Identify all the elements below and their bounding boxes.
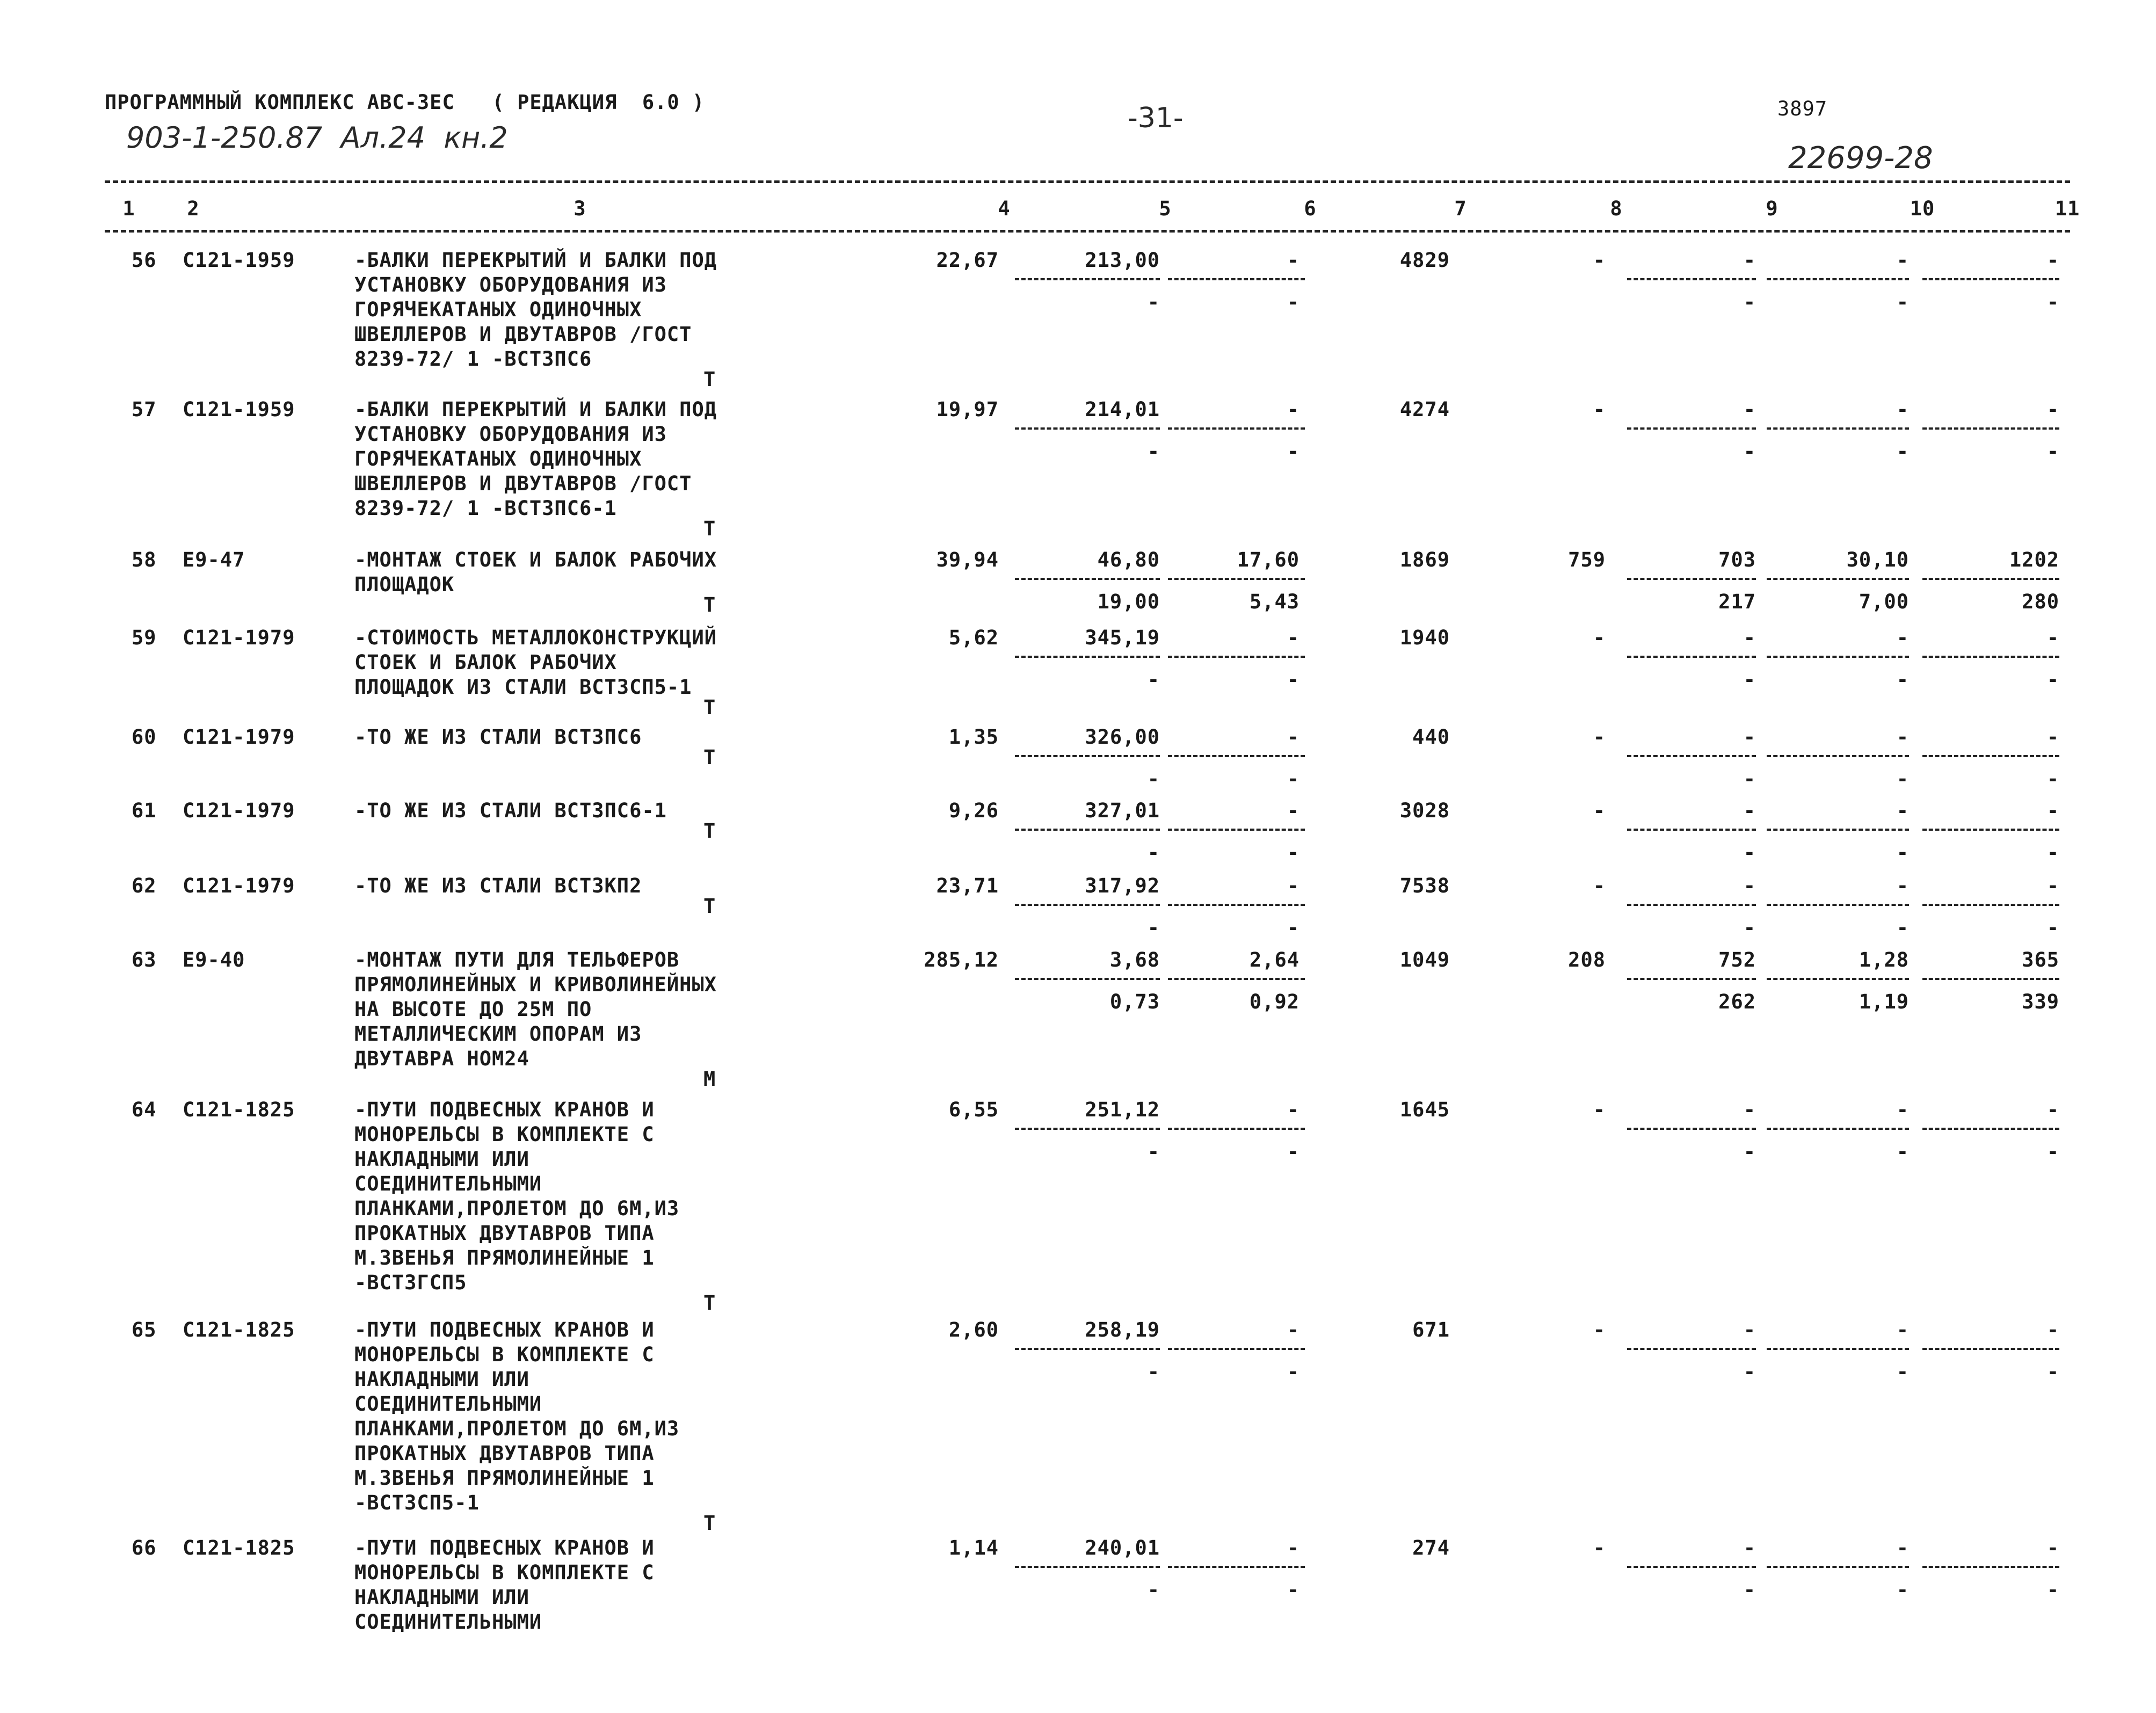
column-header-9: 9 xyxy=(1766,197,1778,220)
cell-c6: - xyxy=(1287,874,1300,897)
cell-c6b: - xyxy=(1287,1360,1300,1383)
cell-c7: 1940 xyxy=(1399,626,1450,649)
column-header-7: 7 xyxy=(1454,197,1467,220)
column-header-1: 1 xyxy=(122,197,135,220)
cell-c7: 1869 xyxy=(1399,548,1450,571)
cell-c5b: - xyxy=(1147,841,1160,864)
row-code: С121-1979 xyxy=(183,725,295,749)
cell-separator-c9 xyxy=(1627,1566,1756,1568)
cell-separator-c11 xyxy=(1922,829,2059,831)
row-number: 60 xyxy=(132,725,157,749)
project-code-handwritten: 903-1-250.87 Ал.24 кн.2 xyxy=(126,121,508,155)
cell-separator-c11 xyxy=(1922,578,2059,580)
cell-c5b: - xyxy=(1147,291,1160,314)
cell-separator-c5 xyxy=(1015,578,1160,580)
cell-c10: 1,28 xyxy=(1859,948,1909,971)
cell-c11b: - xyxy=(2046,767,2059,790)
cell-c6: - xyxy=(1287,799,1300,822)
row-description-line: -ВСТ3СП5-1 xyxy=(354,1491,480,1514)
row-description-line: ПРОКАТНЫХ ДВУТАВРОВ ТИПА xyxy=(354,1222,655,1245)
row-code: С121-1825 xyxy=(183,1536,295,1559)
cell-c4: 23,71 xyxy=(936,874,999,897)
cell-c11: - xyxy=(2046,874,2059,897)
cell-separator-c11 xyxy=(1922,427,2059,430)
cell-c11: 365 xyxy=(2022,948,2059,971)
cell-c6: - xyxy=(1287,725,1300,749)
cell-c5: 317,92 xyxy=(1085,874,1160,897)
row-code: С121-1979 xyxy=(183,799,295,822)
cell-c5b: - xyxy=(1147,440,1160,463)
cell-c11b: - xyxy=(2046,1360,2059,1383)
row-description-line: СОЕДИНИТЕЛЬНЫМИ xyxy=(354,1172,542,1195)
row-number: 65 xyxy=(132,1318,157,1341)
row-description-line: 8239-72/ 1 -ВСТ3ПС6-1 xyxy=(354,497,617,520)
cell-separator-c6 xyxy=(1168,1348,1305,1350)
cell-separator-c6 xyxy=(1168,904,1305,906)
cell-c9b: - xyxy=(1743,1578,1756,1601)
cell-c7: 1049 xyxy=(1399,948,1450,971)
cell-c6b: - xyxy=(1287,841,1300,864)
row-code: С121-1979 xyxy=(183,874,295,897)
cell-c9b: - xyxy=(1743,1360,1756,1383)
cell-c8: - xyxy=(1593,1318,1606,1341)
row-description-line: МОНОРЕЛЬСЫ В КОМПЛЕКТЕ С xyxy=(354,1123,655,1146)
cell-c9b: - xyxy=(1743,767,1756,790)
cell-c8: 208 xyxy=(1568,948,1606,971)
row-description-line: 8239-72/ 1 -ВСТ3ПС6 xyxy=(354,347,592,371)
row-description-line: ПЛАНКАМИ,ПРОЛЕТОМ ДО 6М,ИЗ xyxy=(354,1197,680,1220)
cell-c7: 4829 xyxy=(1399,249,1450,272)
cell-separator-c6 xyxy=(1168,978,1305,980)
cell-c10: - xyxy=(1896,725,1909,749)
cell-separator-c9 xyxy=(1627,278,1756,280)
cell-c11b: 280 xyxy=(2022,590,2059,613)
row-description-line: НАКЛАДНЫМИ ИЛИ xyxy=(354,1148,529,1171)
row-description-line: ГОРЯЧЕКАТАНЫХ ОДИНОЧНЫХ xyxy=(354,447,642,470)
cell-separator-c6 xyxy=(1168,427,1305,430)
row-description-line: -ТО ЖЕ ИЗ СТАЛИ ВСТ3ПС6-1 xyxy=(354,799,667,822)
cell-c9: - xyxy=(1743,725,1756,749)
cell-c11: - xyxy=(2046,1536,2059,1559)
cell-c9b: - xyxy=(1743,841,1756,864)
cell-separator-c9 xyxy=(1627,978,1756,980)
program-title: ПРОГРАММНЫЙ КОМПЛЕКС АВС-3ЕС ( РЕДАКЦИЯ 6.0 ) xyxy=(105,91,705,114)
cell-c7: 3028 xyxy=(1399,799,1450,822)
cell-c5: 213,00 xyxy=(1085,249,1160,272)
row-number: 64 xyxy=(132,1098,157,1121)
cell-c9: - xyxy=(1743,799,1756,822)
row-number: 66 xyxy=(132,1536,157,1559)
cell-c11b: - xyxy=(2046,916,2059,939)
cell-c11b: - xyxy=(2046,1578,2059,1601)
cell-c11b: - xyxy=(2046,668,2059,691)
cell-c6: 2,64 xyxy=(1249,948,1300,971)
row-unit: Т xyxy=(703,1512,716,1535)
cell-c5b: 0,73 xyxy=(1109,990,1160,1013)
cell-c9: 703 xyxy=(1718,548,1756,571)
cell-c11b: - xyxy=(2046,440,2059,463)
cell-c5b: - xyxy=(1147,916,1160,939)
row-description-line: ПРОКАТНЫХ ДВУТАВРОВ ТИПА xyxy=(354,1442,655,1465)
row-description-line: -МОНТАЖ СТОЕК И БАЛОК РАБОЧИХ xyxy=(354,548,717,571)
cell-c5: 258,19 xyxy=(1085,1318,1160,1341)
cell-c9: - xyxy=(1743,1098,1756,1121)
cell-c6b: 0,92 xyxy=(1249,990,1300,1013)
row-unit: Т xyxy=(703,593,716,616)
cell-c6: - xyxy=(1287,1318,1300,1341)
cell-separator-c10 xyxy=(1767,656,1909,658)
cell-separator-c5 xyxy=(1015,755,1160,757)
cell-c8: - xyxy=(1593,725,1606,749)
cell-c5: 345,19 xyxy=(1085,626,1160,649)
page-number: -31- xyxy=(1128,102,1184,134)
row-description-line: ГОРЯЧЕКАТАНЫХ ОДИНОЧНЫХ xyxy=(354,298,642,321)
row-description-line: МОНОРЕЛЬСЫ В КОМПЛЕКТЕ С xyxy=(354,1561,655,1584)
cell-c10: - xyxy=(1896,1536,1909,1559)
row-description-line: ДВУТАВРА НОМ24 xyxy=(354,1047,529,1070)
cell-separator-c11 xyxy=(1922,755,2059,757)
row-description-line: ПЛОЩАДОК xyxy=(354,573,455,596)
cell-c9b: 262 xyxy=(1718,990,1756,1013)
cell-c7: 7538 xyxy=(1399,874,1450,897)
cell-separator-c9 xyxy=(1627,904,1756,906)
cell-c6b: 5,43 xyxy=(1249,590,1300,613)
cell-c7: 274 xyxy=(1412,1536,1450,1559)
cell-separator-c11 xyxy=(1922,1348,2059,1350)
sheet-code: 3897 xyxy=(1777,97,1828,120)
cell-c10b: - xyxy=(1896,1360,1909,1383)
header-rule-top xyxy=(105,180,2070,183)
cell-c4: 2,60 xyxy=(948,1318,999,1341)
row-description-line: СТОЕК И БАЛОК РАБОЧИХ xyxy=(354,651,617,674)
cell-c10: - xyxy=(1896,799,1909,822)
cell-c8: - xyxy=(1593,626,1606,649)
cell-c8: - xyxy=(1593,398,1606,421)
cell-c11: 1202 xyxy=(2009,548,2059,571)
cell-c8: - xyxy=(1593,1536,1606,1559)
cell-c4: 39,94 xyxy=(936,548,999,571)
cell-separator-c9 xyxy=(1627,578,1756,580)
cell-c10: - xyxy=(1896,626,1909,649)
header-rule-bottom xyxy=(105,230,2070,233)
cell-separator-c6 xyxy=(1168,755,1305,757)
cell-c10b: - xyxy=(1896,767,1909,790)
cell-c7: 4274 xyxy=(1399,398,1450,421)
cell-c5: 3,68 xyxy=(1109,948,1160,971)
row-description-line: НАКЛАДНЫМИ ИЛИ xyxy=(354,1586,529,1609)
cell-c5: 326,00 xyxy=(1085,725,1160,749)
column-header-8: 8 xyxy=(1610,197,1623,220)
cell-separator-c9 xyxy=(1627,1128,1756,1130)
cell-separator-c10 xyxy=(1767,755,1909,757)
cell-c7: 440 xyxy=(1412,725,1450,749)
row-description-line: СОЕДИНИТЕЛЬНЫМИ xyxy=(354,1610,542,1634)
cell-c10: - xyxy=(1896,1318,1909,1341)
cell-c6: 17,60 xyxy=(1237,548,1300,571)
cell-c5: 251,12 xyxy=(1085,1098,1160,1121)
cell-separator-c10 xyxy=(1767,1348,1909,1350)
row-description-line: МОНОРЕЛЬСЫ В КОМПЛЕКТЕ С xyxy=(354,1343,655,1366)
cell-separator-c5 xyxy=(1015,656,1160,658)
row-description-line: -БАЛКИ ПЕРЕКРЫТИЙ И БАЛКИ ПОД xyxy=(354,249,717,272)
cell-c4: 1,14 xyxy=(948,1536,999,1559)
cell-c6b: - xyxy=(1287,916,1300,939)
row-unit: Т xyxy=(703,368,716,391)
cell-c6b: - xyxy=(1287,767,1300,790)
column-header-5: 5 xyxy=(1159,197,1172,220)
cell-c4: 6,55 xyxy=(948,1098,999,1121)
cell-separator-c5 xyxy=(1015,904,1160,906)
cell-c9b: - xyxy=(1743,291,1756,314)
row-description-line: ШВЕЛЛЕРОВ И ДВУТАВРОВ /ГОСТ xyxy=(354,323,692,346)
cell-c6b: - xyxy=(1287,440,1300,463)
cell-c11b: - xyxy=(2046,291,2059,314)
row-number: 57 xyxy=(132,398,157,421)
cell-c9: - xyxy=(1743,249,1756,272)
cell-c11: - xyxy=(2046,725,2059,749)
cell-c9: - xyxy=(1743,1536,1756,1559)
row-description-line: -ПУТИ ПОДВЕСНЫХ КРАНОВ И xyxy=(354,1098,655,1121)
row-code: С121-1825 xyxy=(183,1318,295,1341)
cell-separator-c5 xyxy=(1015,278,1160,280)
cell-c10: - xyxy=(1896,398,1909,421)
cell-c6b: - xyxy=(1287,1578,1300,1601)
cell-separator-c10 xyxy=(1767,904,1909,906)
cell-c6: - xyxy=(1287,398,1300,421)
cell-separator-c10 xyxy=(1767,427,1909,430)
cell-c10b: 7,00 xyxy=(1859,590,1909,613)
cell-separator-c10 xyxy=(1767,278,1909,280)
row-description-line: -ПУТИ ПОДВЕСНЫХ КРАНОВ И xyxy=(354,1318,655,1341)
cell-separator-c5 xyxy=(1015,829,1160,831)
cell-separator-c9 xyxy=(1627,1348,1756,1350)
cell-separator-c11 xyxy=(1922,1128,2059,1130)
cell-c10b: - xyxy=(1896,291,1909,314)
cell-c5: 46,80 xyxy=(1097,548,1160,571)
cell-c5b: 19,00 xyxy=(1097,590,1160,613)
cell-separator-c9 xyxy=(1627,427,1756,430)
row-unit: Т xyxy=(703,517,716,540)
cell-separator-c11 xyxy=(1922,978,2059,980)
cell-c11b: - xyxy=(2046,1140,2059,1163)
cell-c6: - xyxy=(1287,626,1300,649)
cell-c8: - xyxy=(1593,874,1606,897)
cell-separator-c5 xyxy=(1015,978,1160,980)
cell-c4: 19,97 xyxy=(936,398,999,421)
cell-c9b: 217 xyxy=(1718,590,1756,613)
cell-c6: - xyxy=(1287,1098,1300,1121)
cell-c11: - xyxy=(2046,249,2059,272)
cell-separator-c6 xyxy=(1168,278,1305,280)
row-description-line: ПРЯМОЛИНЕЙНЫХ И КРИВОЛИНЕЙНЫХ xyxy=(354,973,717,996)
doc-number-handwritten: 22699-28 xyxy=(1788,141,1933,176)
cell-c5b: - xyxy=(1147,1578,1160,1601)
row-description-line: ПЛОЩАДОК ИЗ СТАЛИ ВСТ3СП5-1 xyxy=(354,676,692,699)
cell-c11: - xyxy=(2046,1098,2059,1121)
cell-c8: - xyxy=(1593,249,1606,272)
row-description-line: -ТО ЖЕ ИЗ СТАЛИ ВСТ3ПС6 xyxy=(354,725,642,749)
row-description-line: УСТАНОВКУ ОБОРУДОВАНИЯ ИЗ xyxy=(354,273,667,296)
row-number: 56 xyxy=(132,249,157,272)
cell-c10: - xyxy=(1896,874,1909,897)
row-code: Е9-47 xyxy=(183,548,245,571)
cell-c5b: - xyxy=(1147,668,1160,691)
cell-c4: 22,67 xyxy=(936,249,999,272)
cell-separator-c11 xyxy=(1922,278,2059,280)
cell-c5: 327,01 xyxy=(1085,799,1160,822)
cell-c4: 1,35 xyxy=(948,725,999,749)
column-header-6: 6 xyxy=(1304,197,1317,220)
row-number: 58 xyxy=(132,548,157,571)
cell-separator-c11 xyxy=(1922,656,2059,658)
cell-c11: - xyxy=(2046,799,2059,822)
cell-c10b: - xyxy=(1896,440,1909,463)
cell-separator-c6 xyxy=(1168,1566,1305,1568)
row-unit: Т xyxy=(703,819,716,843)
cell-c10b: - xyxy=(1896,841,1909,864)
cell-c9b: - xyxy=(1743,440,1756,463)
column-header-11: 11 xyxy=(2055,197,2080,220)
cell-c10b: - xyxy=(1896,668,1909,691)
row-code: С121-1959 xyxy=(183,249,295,272)
cell-c5b: - xyxy=(1147,767,1160,790)
cell-c6b: - xyxy=(1287,1140,1300,1163)
row-description-line: ПЛАНКАМИ,ПРОЛЕТОМ ДО 6М,ИЗ xyxy=(354,1417,680,1440)
row-unit: Т xyxy=(703,746,716,769)
row-description-line: -ВСТ3ГСП5 xyxy=(354,1271,467,1294)
cell-separator-c9 xyxy=(1627,755,1756,757)
row-description-line: ШВЕЛЛЕРОВ И ДВУТАВРОВ /ГОСТ xyxy=(354,472,692,495)
cell-c8: - xyxy=(1593,799,1606,822)
column-header-2: 2 xyxy=(187,197,200,220)
row-number: 62 xyxy=(132,874,157,897)
cell-c4: 5,62 xyxy=(948,626,999,649)
cell-c4: 285,12 xyxy=(924,948,999,971)
cell-separator-c11 xyxy=(1922,1566,2059,1568)
row-unit: Т xyxy=(703,895,716,918)
row-unit: М xyxy=(703,1068,716,1091)
cell-separator-c10 xyxy=(1767,829,1909,831)
cell-separator-c9 xyxy=(1627,656,1756,658)
cell-c5b: - xyxy=(1147,1360,1160,1383)
row-number: 59 xyxy=(132,626,157,649)
cell-c6: - xyxy=(1287,1536,1300,1559)
cell-separator-c10 xyxy=(1767,1128,1909,1130)
row-description-line: -ПУТИ ПОДВЕСНЫХ КРАНОВ И xyxy=(354,1536,655,1559)
cell-separator-c5 xyxy=(1015,427,1160,430)
cell-separator-c6 xyxy=(1168,829,1305,831)
cell-c5: 214,01 xyxy=(1085,398,1160,421)
cell-separator-c5 xyxy=(1015,1348,1160,1350)
cell-c5: 240,01 xyxy=(1085,1536,1160,1559)
cell-separator-c6 xyxy=(1168,656,1305,658)
cell-c9: - xyxy=(1743,398,1756,421)
cell-c6b: - xyxy=(1287,291,1300,314)
cell-c8: - xyxy=(1593,1098,1606,1121)
row-description-line: НАКЛАДНЫМИ ИЛИ xyxy=(354,1368,529,1391)
cell-separator-c10 xyxy=(1767,978,1909,980)
row-code: С121-1825 xyxy=(183,1098,295,1121)
cell-c10: - xyxy=(1896,1098,1909,1121)
row-code: С121-1959 xyxy=(183,398,295,421)
cell-c5b: - xyxy=(1147,1140,1160,1163)
cell-c10b: - xyxy=(1896,1140,1909,1163)
row-description-line: -МОНТАЖ ПУТИ ДЛЯ ТЕЛЬФЕРОВ xyxy=(354,948,680,971)
column-header-4: 4 xyxy=(998,197,1011,220)
cell-c10b: - xyxy=(1896,1578,1909,1601)
cell-separator-c6 xyxy=(1168,1128,1305,1130)
cell-c9b: - xyxy=(1743,1140,1756,1163)
row-description-line: НА ВЫСОТЕ ДО 25М ПО xyxy=(354,998,592,1021)
row-unit: Т xyxy=(703,1291,716,1315)
row-code: Е9-40 xyxy=(183,948,245,971)
row-description-line: -СТОИМОСТЬ МЕТАЛЛОКОНСТРУКЦИЙ xyxy=(354,626,717,649)
column-header-3: 3 xyxy=(574,197,586,220)
cell-c10b: - xyxy=(1896,916,1909,939)
cell-c10: - xyxy=(1896,249,1909,272)
cell-c11: - xyxy=(2046,626,2059,649)
cell-c4: 9,26 xyxy=(948,799,999,822)
cell-separator-c6 xyxy=(1168,578,1305,580)
cell-c11b: 339 xyxy=(2022,990,2059,1013)
cell-separator-c10 xyxy=(1767,1566,1909,1568)
cell-c6: - xyxy=(1287,249,1300,272)
row-number: 61 xyxy=(132,799,157,822)
cell-c8: 759 xyxy=(1568,548,1606,571)
row-description-line: УСТАНОВКУ ОБОРУДОВАНИЯ ИЗ xyxy=(354,423,667,446)
cell-separator-c9 xyxy=(1627,829,1756,831)
cell-separator-c5 xyxy=(1015,1566,1160,1568)
row-description-line: МЕТАЛЛИЧЕСКИМ ОПОРАМ ИЗ xyxy=(354,1022,642,1046)
cell-c9: - xyxy=(1743,626,1756,649)
cell-c11: - xyxy=(2046,1318,2059,1341)
row-description-line: -ТО ЖЕ ИЗ СТАЛИ ВСТ3КП2 xyxy=(354,874,642,897)
cell-c9: - xyxy=(1743,1318,1756,1341)
cell-c9b: - xyxy=(1743,916,1756,939)
row-description-line: М.ЗВЕНЬЯ ПРЯМОЛИНЕЙНЫЕ 1 xyxy=(354,1467,655,1490)
cell-c10b: 1,19 xyxy=(1859,990,1909,1013)
cell-separator-c11 xyxy=(1922,904,2059,906)
cell-c7: 1645 xyxy=(1399,1098,1450,1121)
cell-c9b: - xyxy=(1743,668,1756,691)
row-unit: Т xyxy=(703,696,716,719)
row-number: 63 xyxy=(132,948,157,971)
row-code: С121-1979 xyxy=(183,626,295,649)
cell-separator-c5 xyxy=(1015,1128,1160,1130)
row-description-line: М.ЗВЕНЬЯ ПРЯМОЛИНЕЙНЫЕ 1 xyxy=(354,1246,655,1269)
row-description-line: СОЕДИНИТЕЛЬНЫМИ xyxy=(354,1392,542,1416)
cell-c9: 752 xyxy=(1718,948,1756,971)
row-description-line: -БАЛКИ ПЕРЕКРЫТИЙ И БАЛКИ ПОД xyxy=(354,398,717,421)
cell-c6b: - xyxy=(1287,668,1300,691)
cell-c11: - xyxy=(2046,398,2059,421)
column-header-10: 10 xyxy=(1910,197,1935,220)
cell-c10: 30,10 xyxy=(1846,548,1909,571)
cell-c9: - xyxy=(1743,874,1756,897)
cell-separator-c10 xyxy=(1767,578,1909,580)
cell-c7: 671 xyxy=(1412,1318,1450,1341)
cell-c11b: - xyxy=(2046,841,2059,864)
